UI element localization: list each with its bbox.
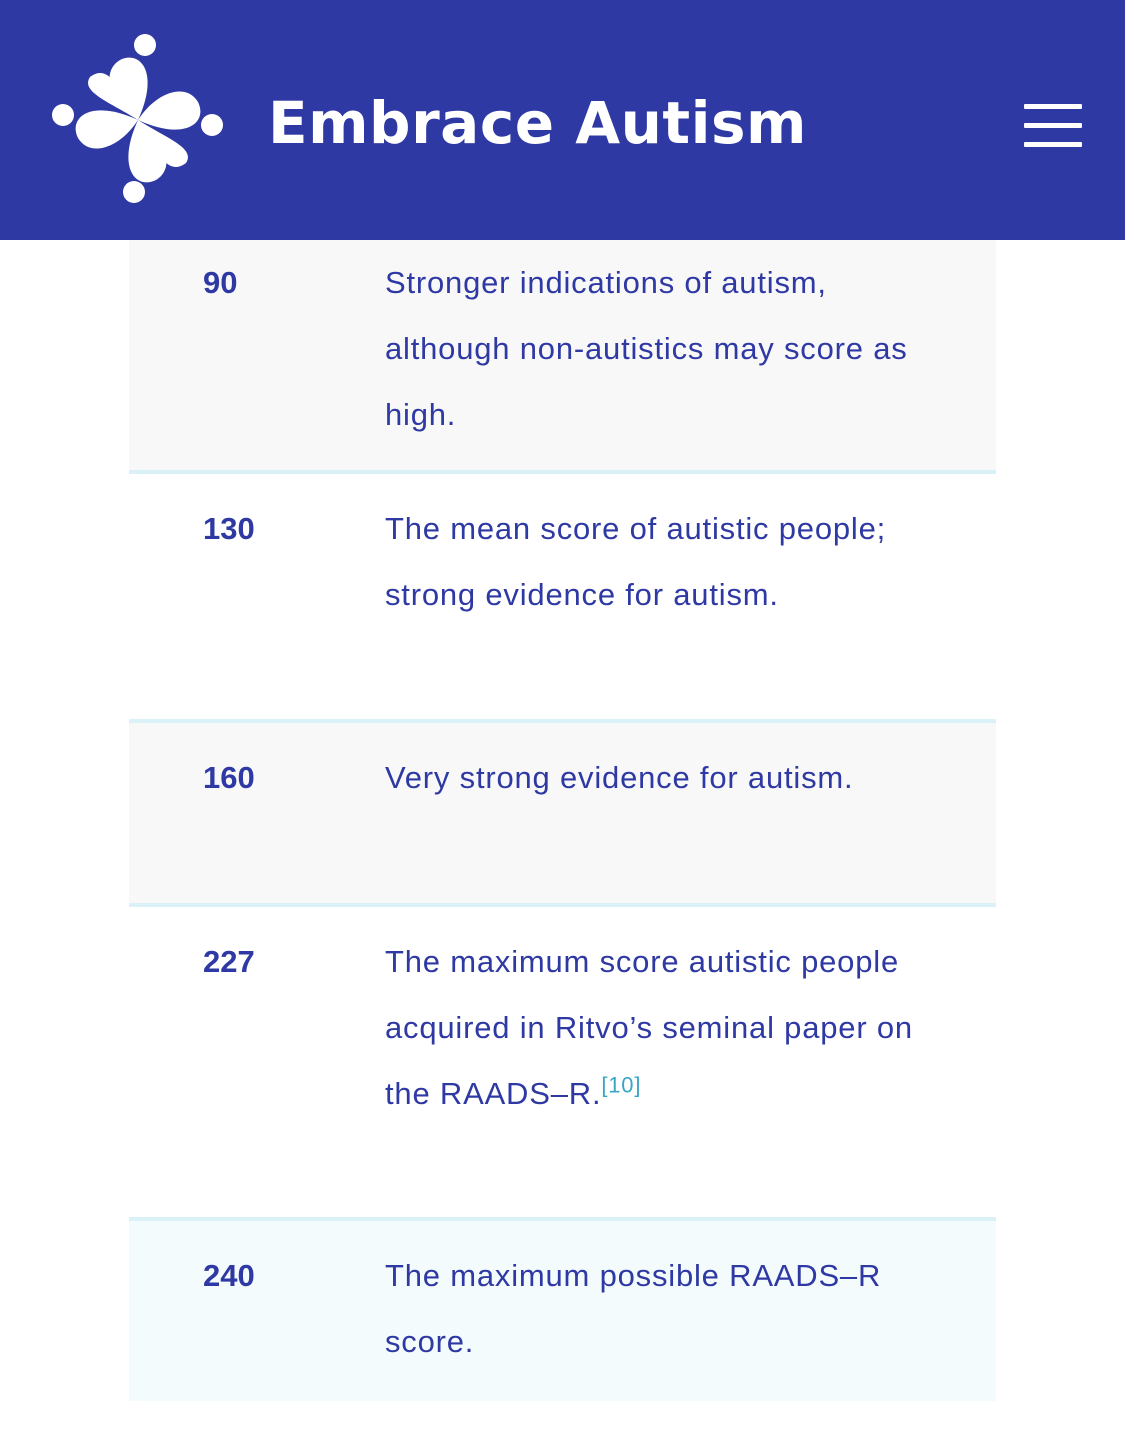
score-description bbox=[385, 929, 945, 1127]
score-description: The maximum possible RAADS–R score. bbox=[385, 1258, 882, 1359]
table-row bbox=[129, 1217, 996, 1401]
score-value: 160 bbox=[203, 760, 255, 795]
score-description-text: The maximum score autistic people acquired in Ritvo’s seminal paper on the RAADS–R. bbox=[385, 944, 913, 1111]
table-row bbox=[129, 240, 996, 470]
menu-bar bbox=[1024, 104, 1082, 109]
table-row bbox=[129, 470, 996, 719]
site-header bbox=[0, 0, 1125, 240]
score-value: 90 bbox=[203, 265, 238, 300]
score-table bbox=[129, 240, 996, 1401]
table-row bbox=[129, 719, 996, 903]
score-description: Very strong evidence for autism. bbox=[385, 760, 854, 795]
citation-link[interactable]: [10] bbox=[601, 1072, 642, 1098]
embrace-autism-logo[interactable] bbox=[50, 32, 226, 208]
score-value: 130 bbox=[203, 511, 255, 546]
table-row bbox=[129, 903, 996, 1217]
score-description: Stronger indications of autism, although non-autistics may score as high. bbox=[385, 265, 908, 432]
site-title[interactable]: Embrace Autism bbox=[268, 89, 807, 157]
score-value: 240 bbox=[203, 1258, 255, 1293]
menu-bar bbox=[1024, 142, 1082, 147]
menu-bar bbox=[1024, 123, 1082, 128]
score-value: 227 bbox=[203, 944, 255, 979]
hamburger-menu-icon[interactable] bbox=[1024, 104, 1082, 148]
score-description: The mean score of autistic people; strong evidence for autism. bbox=[385, 511, 887, 612]
